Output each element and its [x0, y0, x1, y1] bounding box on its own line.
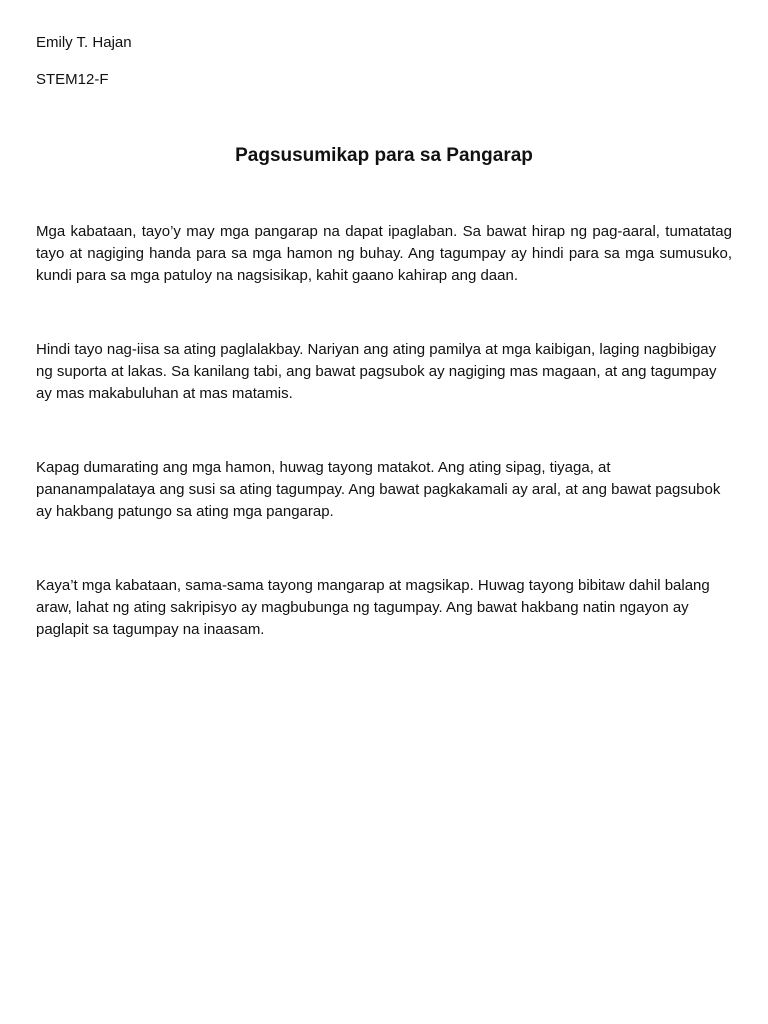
- class-section: STEM12-F: [36, 71, 109, 88]
- paragraph-4: Kaya’t mga kabataan, sama-sama tayong mangarap at magsikap. Huwag tayong bibitaw dahil balang araw, lahat ng ating sakripisyo ay magbubunga ng tagumpay. Ang bawat hakbang natin ngayon ay paglapit sa tagumpay na inaasam.: [36, 577, 710, 638]
- paragraph-1: Mga kabataan, tayo’y may mga pangarap na dapat ipaglaban. Sa bawat hirap ng pag-aaral, tumatatag tayo at nagiging handa para sa mga hamon ng buhay. Ang tagumpay ay hindi para sa mga sumusuko, kundi para sa mga patuloy na nagsisikap, kahit gaano kahirap ang daan.: [36, 223, 732, 284]
- document-title: Pagsusumikap para sa Pangarap: [235, 145, 533, 166]
- paragraph-3: Kapag dumarating ang mga hamon, huwag tayong matakot. Ang ating sipag, tiyaga, at pananampalataya ang susi sa ating tagumpay. Ang bawat pagkakamali ay aral, at ang bawat pagsubok ay hakbang patungo sa ating mga pangarap.: [36, 459, 721, 520]
- author-name: Emily T. Hajan: [36, 34, 132, 51]
- paragraph-2: Hindi tayo nag-iisa sa ating paglalakbay. Nariyan ang ating pamilya at mga kaibigan, laging nagbibigay ng suporta at lakas. Sa kanilang tabi, ang bawat pagsubok ay nagiging mas magaan, at ang tagumpay ay mas makabuluhan at mas matamis.: [36, 341, 717, 402]
